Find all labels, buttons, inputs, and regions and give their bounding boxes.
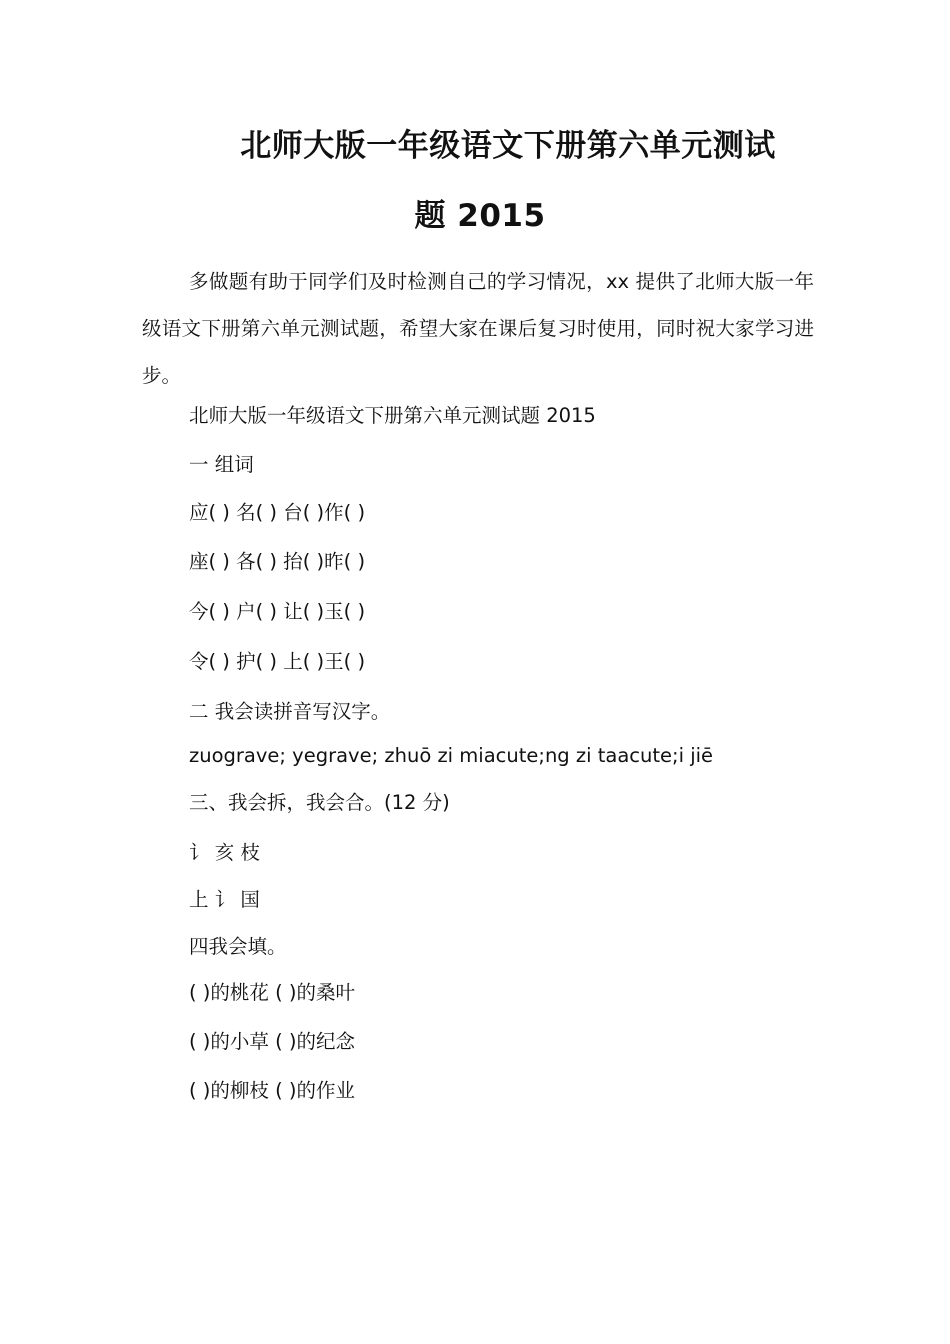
subtitle-line: 北师大版一年级语文下册第六单元测试题 2015 bbox=[189, 404, 596, 427]
intro-paragraph: 多做题有助于同学们及时检测自己的学习情况，xx 提供了北师大版一年级语文下册第六单元测试题，希望大家在课后复习时使用，同时祝大家学习进步。 bbox=[142, 270, 814, 387]
section-3-heading: 三、我会拆，我会合。(12 分) bbox=[189, 791, 450, 814]
document-title-line-2: 题 2015 bbox=[414, 198, 546, 234]
section-3-row-1: 讠 亥 枝 bbox=[189, 841, 260, 864]
document-title-line-1: 北师大版一年级语文下册第六单元测试 bbox=[240, 128, 776, 164]
section-2-pinyin: zuograve; yegrave; zhuō zi miacute;ng zi taacute;i jiē bbox=[189, 744, 714, 767]
section-2-heading: 二 我会读拼音写汉字。 bbox=[189, 700, 391, 723]
section-1-row-4: 令( ) 护( ) 上( )王( ) bbox=[189, 650, 366, 673]
section-4-row-2: ( )的小草 ( )的纪念 bbox=[189, 1030, 356, 1053]
section-3-row-2: 上 讠 国 bbox=[189, 888, 260, 911]
section-1-row-2: 座( ) 各( ) 抬( )昨( ) bbox=[189, 550, 366, 573]
section-4-row-1: ( )的桃花 ( )的桑叶 bbox=[189, 981, 356, 1004]
section-1-row-3: 今( ) 户( ) 让( )玉( ) bbox=[189, 600, 366, 623]
section-1-row-1: 应( ) 名( ) 台( )作( ) bbox=[189, 501, 366, 524]
section-4-heading: 四我会填。 bbox=[189, 935, 287, 958]
section-4-row-3: ( )的柳枝 ( )的作业 bbox=[189, 1079, 356, 1102]
section-1-heading: 一 组词 bbox=[189, 453, 254, 476]
